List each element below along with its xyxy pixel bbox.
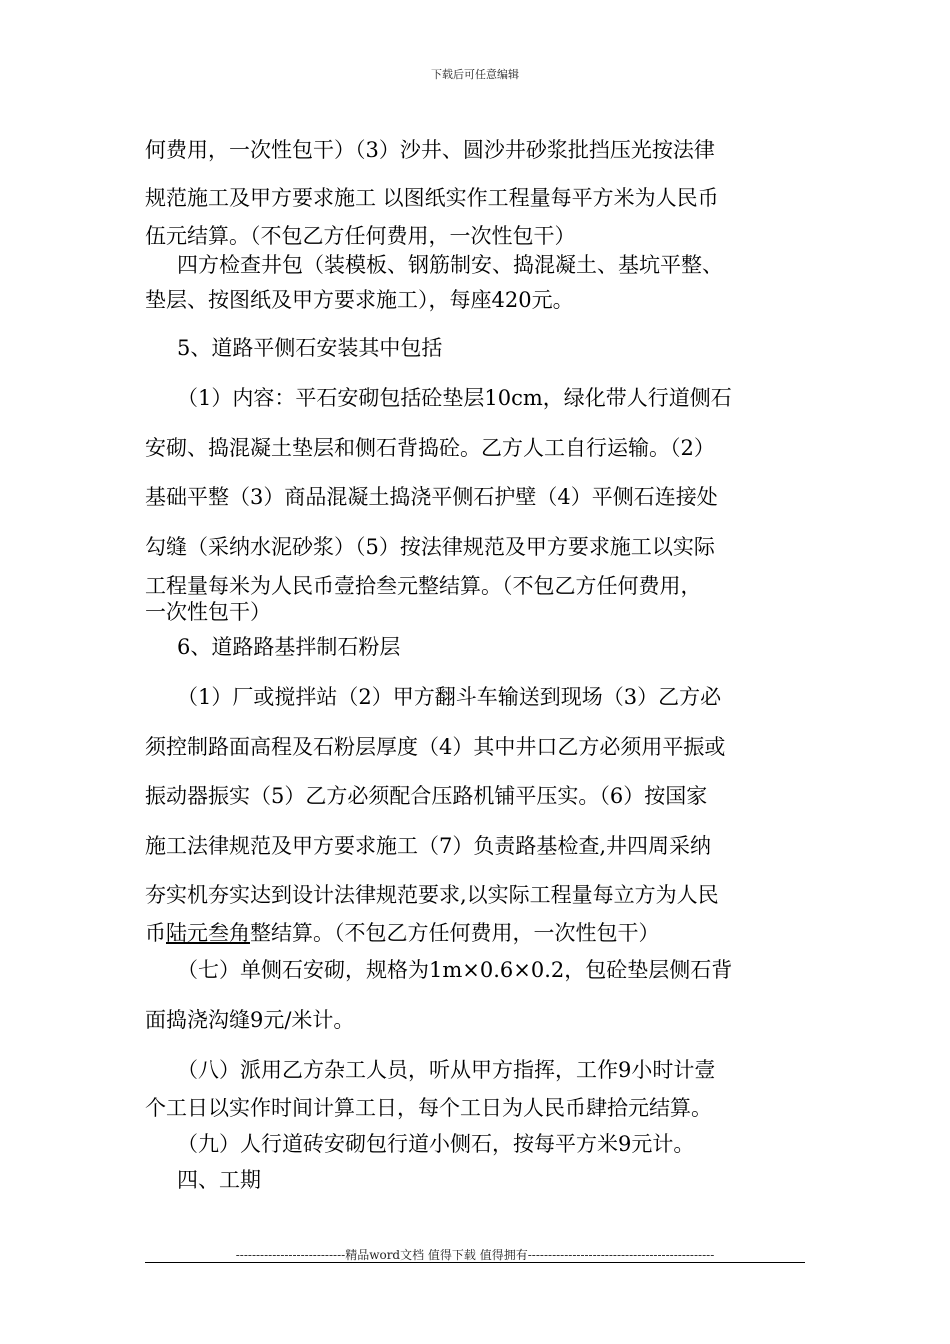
paragraph-line: 振动器振实（5）乙方必须配合压路机铺平压实。（6）按国家 <box>145 784 708 808</box>
paragraph-line: 安砌、捣混凝土垫层和侧石背捣砼。乙方人工自行运输。（2） <box>145 436 715 460</box>
paragraph-line <box>145 919 815 947</box>
underlined-amount: 陆元叁角 <box>166 921 250 945</box>
paragraph-line: 勾缝（采纳水泥砂浆）（5）按法律规范及甲方要求施工以实际 <box>145 535 715 559</box>
paragraph-line: （1）内容：平石安砌包括砼垫层10cm，绿化带人行道侧石 <box>177 386 732 410</box>
paragraph-line: 施工法律规范及甲方要求施工（7）负责路基检查,井四周采纳 <box>145 834 712 858</box>
paragraph-line: 一次性包干） <box>145 600 271 624</box>
paragraph-line: 个工日以实作时间计算工日，每个工日为人民币肆拾元结算。 <box>145 1096 712 1120</box>
paragraph-line: （九）人行道砖安砌包行道小侧石，按每平方米9元计。 <box>177 1132 695 1156</box>
footer-divider <box>145 1262 805 1263</box>
paragraph-line: （八）派用乙方杂工人员，听从甲方指挥，工作9小时计壹 <box>177 1058 716 1082</box>
paragraph-line: （七）单侧石安砌，规格为1m×0.6×0.2，包砼垫层侧石背 <box>177 958 733 982</box>
paragraph-line: 伍元结算。（不包乙方任何费用，一次性包干） <box>145 224 576 248</box>
paragraph-line: 垫层、按图纸及甲方要求施工），每座420元。 <box>145 288 574 312</box>
page-footer: ---------------------------精品word文档 值得下载 值得拥有---------------------------------------------- <box>235 1248 715 1262</box>
page-header: 下载后可任意编辑 <box>431 68 519 81</box>
paragraph-line: 夯实机夯实达到设计法律规范要求,以实际工程量每立方为人民 <box>145 883 719 907</box>
text-run: 整结算。（不包乙方任何费用，一次性包干） <box>250 921 660 945</box>
paragraph-line: 规范施工及甲方要求施工 以图纸实作工程量每平方米为人民币 <box>145 186 719 210</box>
paragraph-line: 面捣浇沟缝9元/米计。 <box>145 1008 355 1032</box>
paragraph-line: 工程量每米为人民币壹拾叁元整结算。（不包乙方任何费用， <box>145 574 702 598</box>
paragraph-line: 基础平整（3）商品混凝土捣浇平侧石护壁（4）平侧石连接处 <box>145 485 718 509</box>
section-heading: 四、工期 <box>177 1168 261 1192</box>
text-run: 币 <box>145 921 166 945</box>
section-heading: 5、道路平侧石安装其中包括 <box>177 336 443 360</box>
section-heading: 6、道路路基拌制石粉层 <box>177 635 401 659</box>
paragraph-line: （1）厂或搅拌站（2）甲方翻斗车输送到现场（3）乙方必 <box>177 685 722 709</box>
paragraph-line: 须控制路面高程及石粉层厚度（4）其中井口乙方必须用平振或 <box>145 735 726 759</box>
paragraph-line: 四方检查井包（装模板、钢筋制安、捣混凝土、基坑平整、 <box>177 253 723 277</box>
paragraph-line: 何费用，一次性包干）（3）沙井、圆沙井砂浆批挡压光按法律 <box>145 138 715 162</box>
